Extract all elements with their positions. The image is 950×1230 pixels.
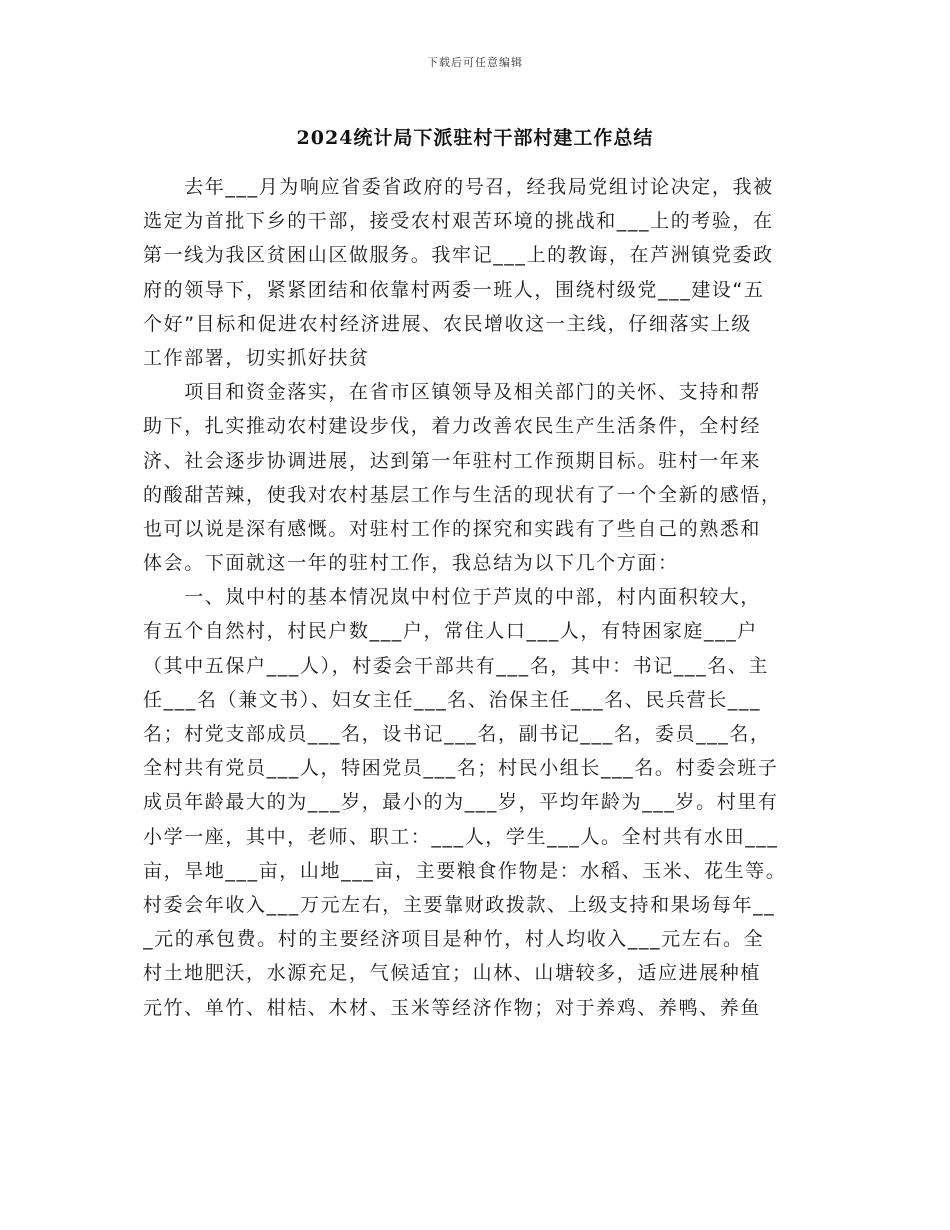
document-body <box>143 170 823 1025</box>
body-line: _元的承包费。村的主要经济项目是种竹，村人均收入___元左右。全 <box>143 928 765 951</box>
body-line: 名；村党支部成员___名，设书记___名，副书记___名，委员___名， <box>143 723 771 745</box>
body-line: 也可以说是深有感慨。对驻村工作的探究和实践有了些自己的熟悉和 <box>143 517 762 540</box>
body-line: 选定为首批下乡的干部，接受农村艰苦环境的挑战和___上的考验，在 <box>143 210 774 233</box>
body-line: 村土地肥沃，水源充足，气候适宜；山林、山塘较多，适应进展种植 <box>143 962 762 985</box>
body-line: 的酸甜苦辣，使我对农村基层工作与生活的现状有了一个全新的感悟， <box>143 483 782 506</box>
body-line: 村委会年收入___万元左右，主要靠财政拨款、上级支持和果场每年__ <box>143 893 776 916</box>
header-note: 下载后可任意编辑 <box>427 56 523 69</box>
body-line: 第一线为我区贫困山区做服务。我牢记___上的教诲，在芦洲镇党委政 <box>143 244 774 267</box>
body-line: 全村共有党员___人，特困党员___名；村民小组长___名。村委会班子 <box>143 757 779 780</box>
body-line: 济、社会逐步协调进展，达到第一年驻村工作预期目标。驻村一年来 <box>143 449 762 472</box>
body-line: 体会。下面就这一年的驻村工作，我总结为以下几个方面： <box>143 552 679 575</box>
body-line: 成员年龄最大的为___岁，最小的为___岁，平均年龄为___岁。村里有 <box>143 791 779 814</box>
document-title: 2024统计局下派驻村干部村建工作总结 <box>296 127 654 149</box>
body-line: 项目和资金落实，在省市区镇领导及相关部门的关怀、支持和帮 <box>143 381 762 404</box>
body-line: 有五个自然村，村民户数___户，常住人口___人，有特困家庭___户 <box>143 620 758 643</box>
body-line: 个好”目标和促进农村经济进展、农民增收这一主线，仔细落实上级 <box>143 312 752 335</box>
body-line: 一、岚中村的基本情况岚中村位于芦岚的中部，村内面积较大， <box>143 586 762 609</box>
body-line: 助下，扎实推动农村建设步伐，着力改善农民生产生活条件，全村经 <box>143 415 762 438</box>
body-line: 亩，旱地___亩，山地___亩，主要粮食作物是：水稻、玉米、花生等。 <box>143 859 787 882</box>
body-line: 任___名（兼文书）、妇女主任___名、治保主任___名、民兵营长___ <box>143 688 762 711</box>
body-line: （其中五保户___人），村委会干部共有___名，其中：书记___名、主 <box>143 654 770 677</box>
body-line: 去年___月为响应省委省政府的号召，经我局党组讨论决定，我被 <box>143 176 774 198</box>
body-line: 元竹、单竹、柑桔、木材、玉米等经济作物；对于养鸡、养鸭、养鱼 <box>143 996 762 1019</box>
body-line: 小学一座，其中，老师、职工：___人，学生___人。全村共有水田___ <box>143 825 779 848</box>
body-line: 工作部署，切实抓好扶贫 <box>143 346 370 369</box>
body-line: 府的领导下，紧紧团结和依靠村两委一班人，围绕村级党___建设“五 <box>143 278 765 301</box>
